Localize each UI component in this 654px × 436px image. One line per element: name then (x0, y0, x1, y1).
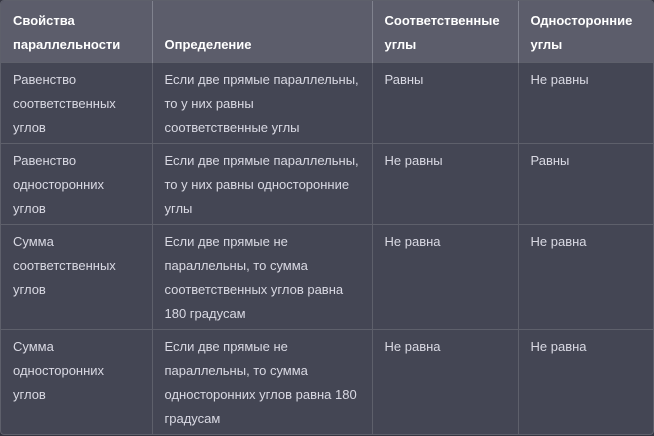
header-property: Свойства параллельности (13, 13, 121, 52)
table-cell: Не равны (518, 63, 653, 144)
table-cell: Если две прямые параллельны, то у них равны соответственные углы (152, 63, 372, 144)
table-row (1, 63, 653, 144)
table-cell: Не равна (518, 225, 653, 330)
table-cell: Если две прямые не параллельны, то сумма односторонних углов равна 180 градусам (152, 330, 372, 435)
header-corresponding-angles: Соответственные углы (372, 1, 518, 63)
table-cell: Равны (518, 144, 653, 225)
table-row (1, 225, 653, 330)
table-row (1, 144, 653, 225)
header-definition: Определение (152, 1, 372, 63)
table-header-row (1, 1, 653, 63)
table-cell: Равенство односторонних углов (1, 144, 152, 225)
header-one-sided-angles: Односторонние углы (518, 1, 653, 63)
table-header (1, 1, 653, 63)
table-cell: Равенство соответственных углов (1, 63, 152, 144)
table-body (1, 63, 653, 435)
table-cell: Равны (372, 63, 518, 144)
parallel-properties-table (1, 1, 653, 434)
table-cell: Сумма соответственных углов (1, 225, 152, 330)
table-cell: Не равна (372, 225, 518, 330)
table-cell: Если две прямые не параллельны, то сумма соответственных углов равна 180 градусам (152, 225, 372, 330)
table-cell: Не равна (372, 330, 518, 435)
table-cell: Не равна (518, 330, 653, 435)
table-cell: Если две прямые параллельны, то у них равны односторонние углы (152, 144, 372, 225)
table-cell: Не равны (372, 144, 518, 225)
table-row (1, 330, 653, 435)
table-cell: Сумма односторонних углов (1, 330, 152, 435)
